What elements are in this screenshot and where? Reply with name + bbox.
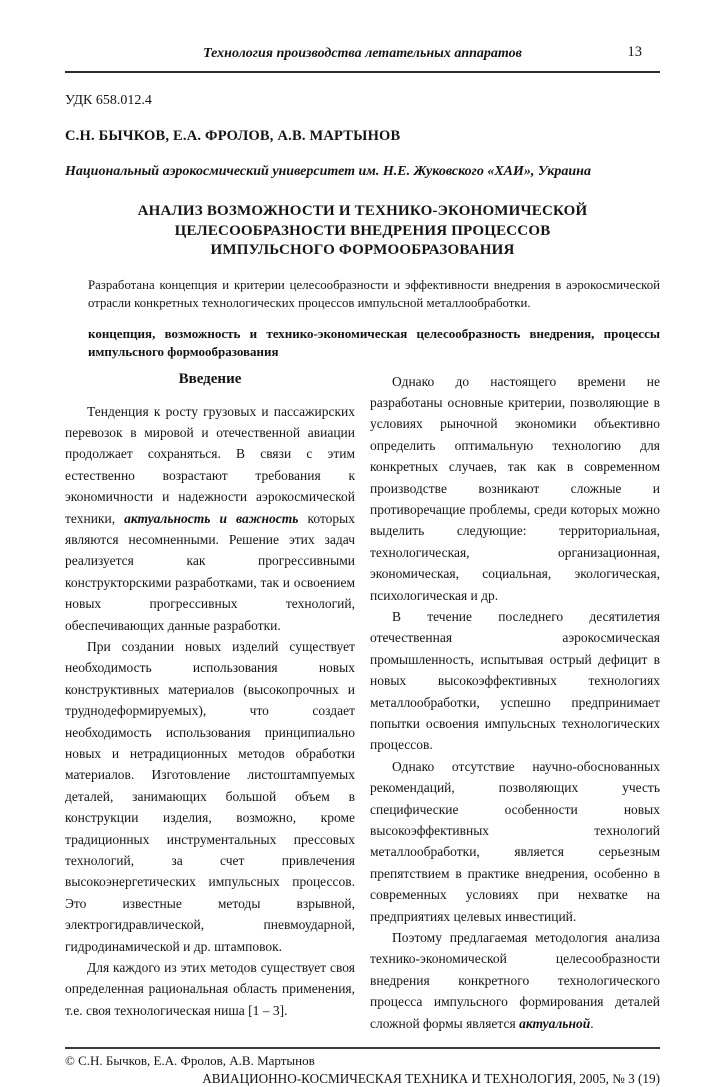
paragraph <box>370 371 660 606</box>
left-column-paragraphs <box>65 401 355 1022</box>
text-segment: . <box>590 1015 594 1031</box>
running-header <box>65 46 660 73</box>
page-number: 13 <box>627 44 642 60</box>
journal-title-line: АВИАЦИОННО-КОСМИЧЕСКАЯ ТЕХНИКА И ТЕХНОЛОГИЯ, 2005, № 3 (19) <box>202 1071 660 1087</box>
title-line: ЦЕЛЕСООБРАЗНОСТИ ВНЕДРЕНИЯ ПРОЦЕССОВ <box>174 222 551 239</box>
page-footer <box>65 1047 660 1087</box>
paragraph <box>370 606 660 756</box>
text-segment: которых являются несомненными. Решение этих задач реализуется как прогрессивными конструкторскими разработками, так и освоением новых прогрессивных технологий, обеспечивающих данные разработки. <box>65 510 355 633</box>
paragraph <box>370 927 660 1034</box>
text-segment: В течение последнего десятилетия отечественная аэрокосмическая промышленность, испытывая острый дефицит в новых высокоэффективных технологиях металлообработки, успешно предпринимает попытки освоения импульсных технологических процессов. <box>370 608 660 753</box>
emphasis-text: актуальной <box>519 1015 591 1031</box>
title-line: АНАЛИЗ ВОЗМОЖНОСТИ И ТЕХНИКО-ЭКОНОМИЧЕСКОЙ <box>137 203 588 219</box>
text-segment: Поэтому предлагаемая методология анализа технико-экономической целесообразности внедрения конкретного технологического процесса импульсного формирования деталей сложной формы является <box>370 930 660 1031</box>
right-column <box>370 371 660 1035</box>
title-line: ИМПУЛЬСНОГО ФОРМООБРАЗОВАНИЯ <box>210 242 515 258</box>
paragraph <box>370 756 660 927</box>
abstract-text: Разработана концепция и критерии целесообразности и эффективности внедрения в аэрокосмической отрасли конкретных технологических процессов импульсной металлообработки. <box>88 277 660 310</box>
text-segment: Для каждого из этих методов существует своя определенная рациональная область применения, т.е. своя технологическая ниша [1 – 3]. <box>65 960 355 1018</box>
article-title <box>65 202 660 261</box>
text-segment: При создании новых изделий существует необходимость использования новых конструктивных материалов (высокопрочных и труднодеформируемых), что создает необходимость использования принципиально новых и нетрадиционных методов обработки материалов. Изготовление листоштампуемых деталей, занимающих большой объем в конструкции изделия, возможно, кроме традиционных инструментальных прессовых технологий, за счет привлечения высокоэнергетических импульсных процессов. Это известные методы взрывной, электрогидравлической, пневмоударной, гидродинамической и др. штамповок. <box>65 638 355 954</box>
authors-line: С.Н. БЫЧКОВ, Е.А. ФРОЛОВ, А.В. МАРТЫНОВ <box>65 128 401 144</box>
text-segment: Тенденция к росту грузовых и пассажирских перевозок в мировой и отечественной авиации продолжает сохраняться. В связи с этим естественно возрастают требования к экономичности и надежности аэрокосмической техники, <box>65 403 355 526</box>
copyright-line: © С.Н. Бычков, Е.А. Фролов, А.В. Мартынов <box>65 1053 315 1069</box>
section-heading-introduction: Введение <box>178 370 242 387</box>
emphasis-text: актуальность и важность <box>124 510 299 526</box>
text-segment: Однако отсутствие научно-обоснованных рекомендаций, позволяющих учесть специфические особенности новых высокоэффективных технологий металлообработки, является серьезным препятствием в практике внедрения, особенно в современных условиях при нехватке на предприятиях целевых инвестиций. <box>370 758 660 924</box>
running-header-title: Технология производства летательных аппаратов <box>203 46 522 61</box>
keywords-text: концепция, возможность и технико-экономическая целесообразность внедрения, процессы импульсного формообразования <box>88 325 660 359</box>
paragraph <box>65 636 355 957</box>
left-column <box>65 371 355 1035</box>
affiliation-line: Национальный аэрокосмический университет им. Н.Е. Жуковского «ХАИ», Украина <box>65 164 591 179</box>
right-column-paragraphs <box>370 371 660 1035</box>
udc-code: УДК 658.012.4 <box>65 93 152 108</box>
paragraph <box>65 957 355 1021</box>
paragraph <box>65 401 355 636</box>
two-column-body <box>65 371 660 1035</box>
text-segment: Однако до настоящего времени не разработаны основные критерии, позволяющие в условиях рыночной экономики объективно определить оптимальную технологию для конкретных случаев, так как в современном производстве возникают сложные и противоречащие проблемы, среди которых можно выделить следующие: территориальная, технологическая, организационная, экономическая, социальная, экологическая, психологическая и др. <box>370 373 660 603</box>
